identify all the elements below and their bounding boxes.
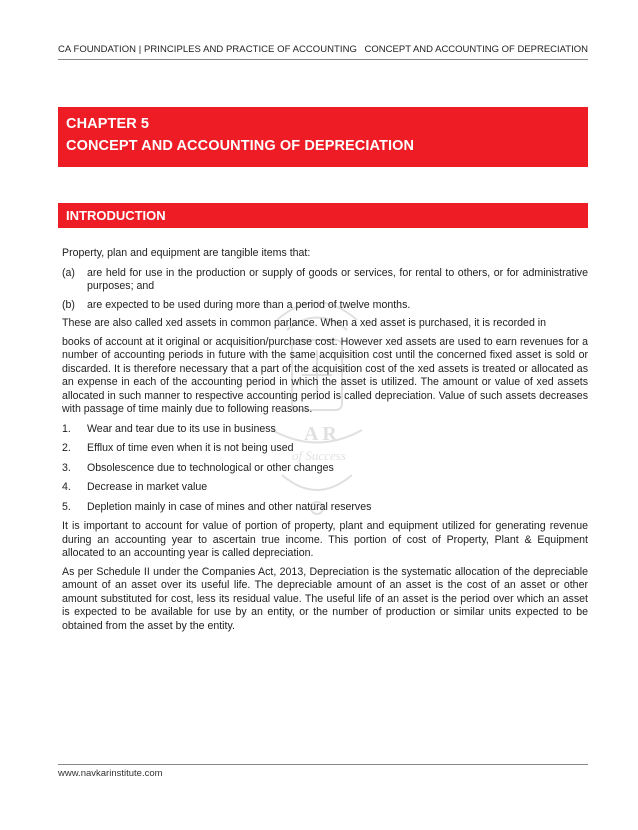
list-text: are expected to be used during more than a period of twelve months. — [87, 298, 411, 311]
chapter-banner — [58, 107, 588, 167]
section-title: INTRODUCTION — [66, 208, 166, 223]
list-marker: 5. — [62, 500, 71, 513]
list-marker: 2. — [62, 442, 71, 454]
footer-divider — [58, 764, 588, 765]
chapter-number: CHAPTER 5 — [66, 116, 150, 132]
paragraph-true-income: It is important to account for value of portion of property, plant and equipment utilized for generating revenue during an accounting year to ascertain true income. This portion of cost of Property, Plant & Equipment allocated to an accounting year is called depreciation. — [62, 520, 588, 559]
svg-text:A R: A R — [304, 423, 337, 445]
list-text: Obsolescence due to technological or other changes — [87, 461, 334, 474]
section-banner — [58, 203, 588, 228]
list-item — [62, 481, 588, 495]
list-text: Wear and tear due to its use in business — [87, 422, 276, 435]
list-text: Depletion mainly in case of mines and other natural reserves — [87, 500, 372, 513]
svg-text:of Success: of Success — [292, 448, 346, 463]
list-item — [62, 442, 588, 456]
list-item — [62, 299, 588, 313]
list-item — [62, 462, 588, 476]
paragraph-depreciation-definition: books of account at it original or acquisition/purchase cost. However xed assets are used to earn revenues for a number of accounting periods in future with the same acquisition cost until the concerned fixed asset is sold or discarded. It is therefore necessary that a part of the acquisition cost of the xed assets is treated or allocated as an expense in each of the accounting period in which the asset is utilized. The amount or value of xed assets allocated in such manner to respective accounting period is called depreciation. Value of such assets decreases with passage of time mainly due to following reasons. — [62, 335, 588, 415]
page-header — [58, 44, 588, 60]
header-chapter-title: CONCEPT AND ACCOUNTING OF DEPRECIATION — [364, 44, 588, 55]
list-marker: 3. — [62, 461, 71, 474]
list-marker: (a) — [62, 266, 75, 279]
header-course-title: CA FOUNDATION | PRINCIPLES AND PRACTICE OF ACCOUNTING — [58, 44, 357, 55]
list-item — [62, 423, 588, 437]
list-text: Decrease in market value — [87, 481, 208, 493]
paragraph-fixed-assets: These are also called xed assets in common parlance. When a xed asset is purchased, it is recorded in — [62, 317, 547, 329]
list-text: Efflux of time even when it is not being used — [87, 442, 294, 454]
header-divider — [58, 59, 588, 60]
list-marker: (b) — [62, 298, 75, 311]
paragraph-schedule-ii: As per Schedule II under the Companies Act, 2013, Depreciation is the systematic allocation of the depreciable amount of an asset over its useful life. The depreciable amount of an asset is the cost of an asset or other amount substituted for cost, less its residual value. The useful life of an asset is the period over which an asset is expected to be available for use by an entity, or the number of production or similar units expected to be obtained from the asset by the entity. — [62, 565, 588, 632]
list-marker: 4. — [62, 481, 71, 493]
list-text: are held for use in the production or supply of goods or services, for rental to others, or for administrative purposes; and — [87, 266, 588, 292]
chapter-title: CONCEPT AND ACCOUNTING OF DEPRECIATION — [66, 138, 415, 154]
intro-text: Property, plan and equipment are tangible items that: — [62, 247, 311, 259]
list-item — [62, 501, 588, 515]
main-content — [62, 247, 588, 638]
list-item — [62, 267, 588, 294]
list-marker: 1. — [62, 422, 71, 435]
footer-url: www.navkarinstitute.com — [58, 768, 163, 779]
